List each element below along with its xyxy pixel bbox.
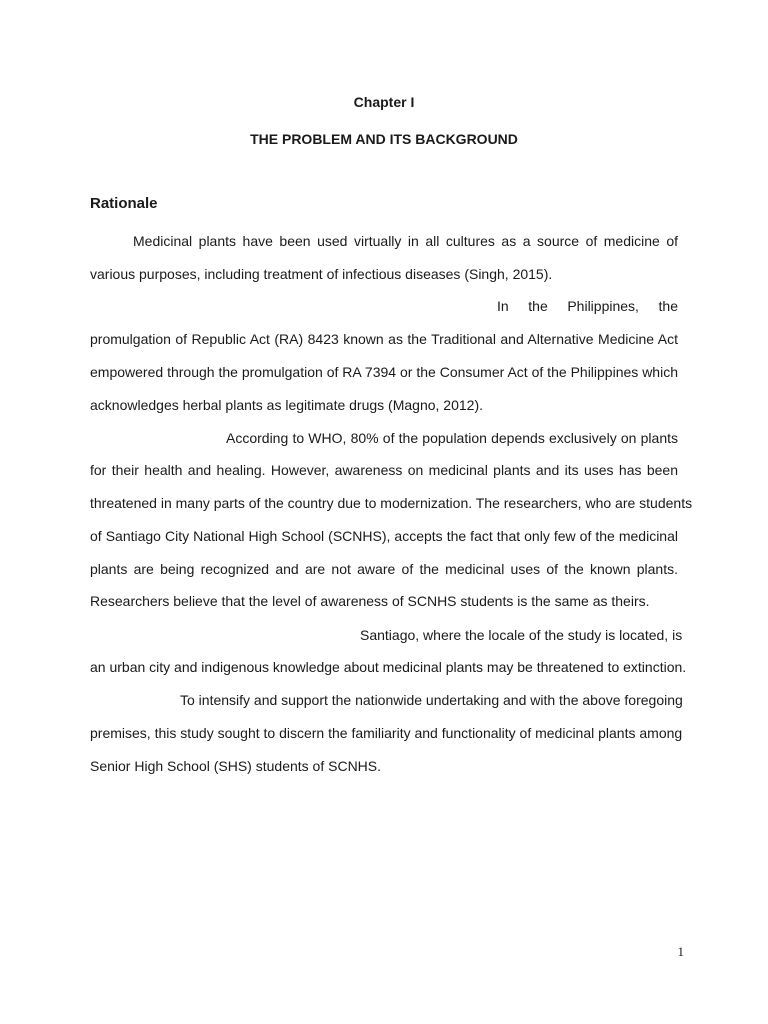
paragraph-line: empowered through the promulgation of RA 7394 or the Consumer Act of the Philippines which: [90, 364, 678, 380]
paragraph-line: promulgation of Republic Act (RA) 8423 known as the Traditional and Alternative Medicine Act: [90, 331, 678, 347]
paragraph-line: an urban city and indigenous knowledge about medicinal plants may be threatened to extinction.: [90, 659, 687, 675]
paragraph-line: Medicinal plants have been used virtually in all cultures as a source of medicine of: [133, 233, 678, 249]
paragraph-line: To intensify and support the nationwide undertaking and with the above foregoing: [180, 692, 683, 708]
paragraph-line: of Santiago City National High School (SCNHS), accepts the fact that only few of the medicinal: [90, 528, 678, 544]
chapter-label: Chapter I: [353, 94, 415, 110]
paragraph-line: In the Philippines, the: [497, 298, 678, 314]
paragraph-line: acknowledges herbal plants as legitimate drugs (Magno, 2012).: [90, 397, 484, 413]
paragraph-line: plants are being recognized and are not aware of the medicinal uses of the known plants.: [90, 561, 678, 577]
paragraph-line: various purposes, including treatment of infectious diseases (Singh, 2015).: [90, 266, 553, 282]
paragraph-line: Senior High School (SHS) students of SCNHS.: [90, 758, 382, 774]
section-heading-rationale: Rationale: [90, 195, 158, 212]
paragraph-line: Researchers believe that the level of awareness of SCNHS students is the same as theirs.: [90, 593, 650, 609]
paragraph-line: for their health and healing. However, awareness on medicinal plants and its uses has been: [90, 462, 678, 478]
paragraph-line: premises, this study sought to discern the familiarity and functionality of medicinal plants among: [90, 725, 683, 741]
chapter-title: THE PROBLEM AND ITS BACKGROUND: [250, 131, 518, 147]
paragraph-line: According to WHO, 80% of the population depends exclusively on plants: [226, 430, 678, 446]
page-number: 1: [677, 944, 684, 959]
paragraph-line: Santiago, where the locale of the study is located, is: [360, 627, 683, 643]
paragraph-line: threatened in many parts of the country due to modernization. The researchers, who are students: [90, 495, 693, 511]
